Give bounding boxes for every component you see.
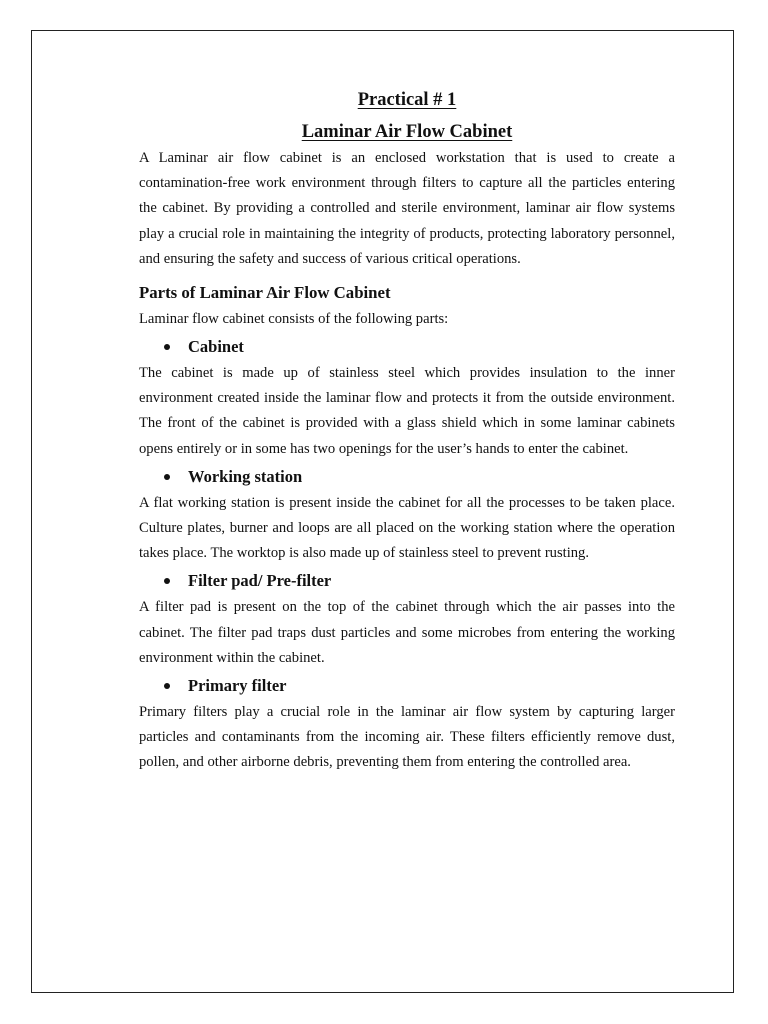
section-text-filter-pad: A filter pad is present on the top of the cabinet through which the air passes into the cabinet. The filter pad traps dust particles and some microbes from entering the working environment within the cabinet.	[139, 599, 675, 666]
section-text-working-station: A flat working station is present inside the cabinet for all the processes to be taken place. Culture plates, burner and loops are all placed on the working station where the operation takes place. The worktop is also made up of stainless steel to prevent rusting.	[139, 494, 675, 562]
bullet-icon	[164, 344, 170, 350]
section-text-cabinet: The cabinet is made up of stainless steel which provides insulation to the inner environment created inside the laminar flow and protects it from the outside environment. The front of the cabinet is provided with a glass shield which in some laminar cabinets opens entirely or in some has two openings for the user’s hands to enter the cabinet.	[139, 365, 675, 457]
section-heading-filter-pad	[139, 568, 675, 594]
section-heading-text: Filter pad/ Pre-filter	[188, 571, 332, 591]
section-text-primary-filter: Primary filters play a crucial role in the laminar air flow system by capturing larger particles and contaminants from the incoming air. These filters efficiently remove dust, pollen, and other airborne debris, preventing them from entering the controlled area.	[139, 704, 675, 771]
parts-lead: Laminar flow cabinet consists of the following parts:	[139, 311, 449, 328]
section-heading-text: Working station	[188, 466, 303, 486]
intro-paragraph: A Laminar air flow cabinet is an enclosed workstation that is used to create a contamination-free work environment through filters to capture all the particles entering the cabinet. By providing a controlled and sterile environment, laminar air flow systems play a crucial role in maintaining the integrity of products, protecting laboratory personnel, and ensuring the safety and success of various critical operations.	[139, 150, 675, 267]
parts-heading: Parts of Laminar Air Flow Cabinet	[139, 283, 391, 303]
bullet-icon	[164, 474, 170, 480]
section-heading-primary-filter	[139, 673, 675, 699]
document-subtitle: Laminar Air Flow Cabinet	[301, 122, 513, 142]
document-body	[139, 86, 675, 776]
bullet-icon	[164, 578, 170, 584]
section-heading-text: Primary filter	[188, 676, 287, 696]
section-heading-cabinet	[139, 334, 675, 360]
document-title: Practical # 1	[357, 90, 457, 110]
bullet-icon	[164, 683, 170, 689]
section-heading-working-station	[139, 464, 675, 490]
section-heading-text: Cabinet	[188, 337, 244, 357]
